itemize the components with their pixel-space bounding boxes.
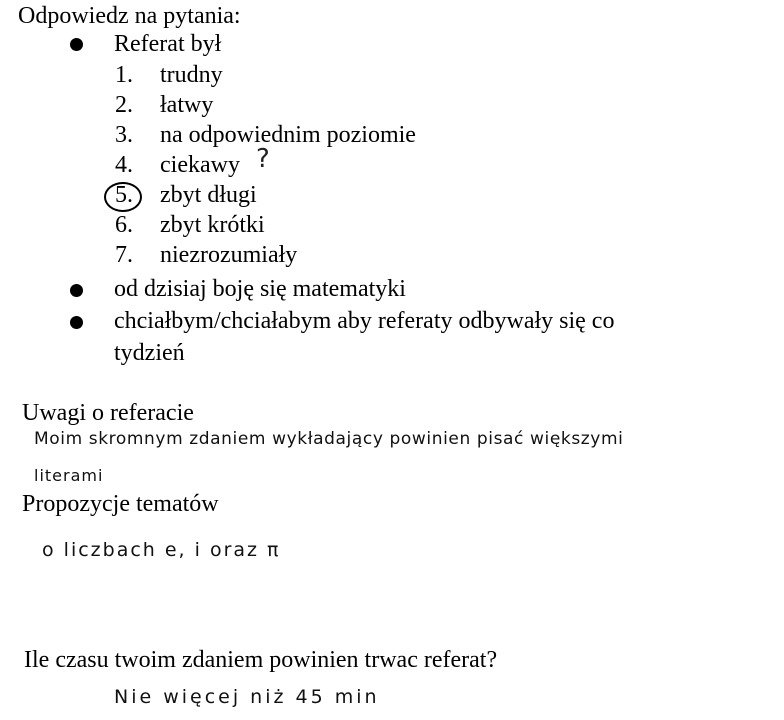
option-label: na odpowiednim poziomie (160, 122, 416, 148)
option-number: 4. (115, 152, 133, 178)
duration-answer[interactable]: Nie więcej niż 45 min (114, 686, 380, 708)
option-label: trudny (160, 62, 223, 88)
topics-label: Propozycje tematów (22, 491, 219, 517)
question-referat-label: Referat był (114, 31, 222, 57)
bullet-icon (70, 284, 83, 297)
option-number: 1. (115, 62, 133, 88)
statement-weekly-line1[interactable]: chciałbym/chciałabym aby referaty odbywały się co (114, 308, 615, 334)
option-label: zbyt krótki (160, 212, 265, 238)
bullet-icon (70, 316, 83, 329)
remarks-answer-line1[interactable]: Moim skromnym zdaniem wykładający powinien pisać większymi (34, 429, 624, 449)
survey-header: Odpowiedz na pytania: (18, 3, 241, 29)
option-number: 7. (115, 242, 133, 268)
statement-fear-math[interactable]: od dzisiaj boję się matematyki (114, 276, 406, 302)
duration-label: Ile czasu twoim zdaniem powinien trwac referat? (24, 647, 498, 673)
option-label: ciekawy (160, 152, 240, 178)
option-number: 2. (115, 92, 133, 118)
option-label: łatwy (160, 92, 214, 118)
topics-answer[interactable]: o liczbach e, i oraz π (42, 539, 281, 561)
option-number: 5. (115, 182, 133, 208)
option-label: niezrozumiały (160, 242, 298, 268)
remarks-answer-line2: literami (34, 466, 104, 485)
bullet-icon (70, 38, 83, 51)
statement-weekly-line2: tydzień (114, 340, 185, 366)
option-label: zbyt długi (160, 182, 257, 208)
remarks-label: Uwagi o referacie (22, 400, 194, 426)
option-number: 3. (115, 122, 133, 148)
option-number: 6. (115, 212, 133, 238)
handwritten-question-mark: ? (256, 144, 270, 174)
